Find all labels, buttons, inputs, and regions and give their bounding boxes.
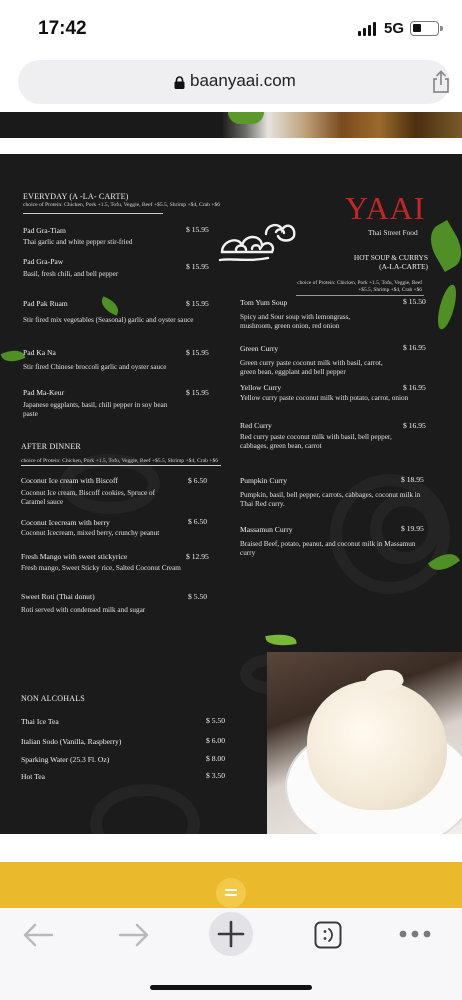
menu-item-price: $ 6.50 <box>188 476 207 485</box>
more-icon[interactable] <box>398 928 432 940</box>
menu-item-desc: Fresh mango, Sweet Sticky rice, Salted Coconut Cream <box>21 564 181 572</box>
menu-item-price: $ 15.50 <box>403 297 426 306</box>
status-time: 17:42 <box>38 18 87 39</box>
menu-item-name: Sweet Roti (Thai donut) <box>21 592 95 601</box>
menu-item-price: $ 16.95 <box>403 421 426 430</box>
menu-item-desc: Yellow curry paste coconut milk with potato, carrot, onion <box>240 394 409 402</box>
tabs-icon[interactable] <box>314 921 342 949</box>
menu-item-desc: Basil, fresh chili, and bell pepper <box>23 270 119 278</box>
menu-item-name: Massamun Curry <box>240 525 293 534</box>
menu-item-name: Fresh Mango with sweet stickyrice <box>21 552 128 561</box>
menu-item-desc: Braised Beef, potato, peanut, and coconut milk in Massamun curry <box>240 540 416 557</box>
everyday-title: EVERYDAY (A -LA- CARTE) <box>23 192 129 201</box>
menu-item-price: $ 6.50 <box>188 517 207 526</box>
menu-item-price: $ 15.95 <box>186 225 209 234</box>
menu-item-price: $ 16.95 <box>403 383 426 392</box>
signal-icon <box>358 22 378 36</box>
status-bar <box>0 0 462 56</box>
new-tab-plus-icon[interactable] <box>208 911 254 957</box>
lock-icon <box>174 76 185 89</box>
soup-title: HOT SOUP & CURRYS (A-LA-CARTE) <box>353 253 428 271</box>
menu-item-price: $ 15.95 <box>186 299 209 308</box>
network-label: 5G <box>384 20 405 37</box>
drink-price: $ 8.00 <box>206 754 225 763</box>
menu-item-name: Pad Ka Na <box>23 348 56 357</box>
menu-item-desc: Spicy and Sour soup with lemongrass, mushroom, green onion, red onion <box>240 313 351 330</box>
menu-item-name: Red Curry <box>240 421 272 430</box>
menu-item-desc: Green curry paste coconut milk with basil, carrot, green bean, eggplant and bell pepper <box>240 359 383 376</box>
drinks-title: NON ALCOHALS <box>21 694 85 703</box>
menu-item-desc: Coconut Icecream, mixed berry, crunchy peanut <box>21 529 160 537</box>
drink-price: $ 3.50 <box>206 771 225 780</box>
everyday-note: choice of Protein: Chicken, Pork +1.5, Tofu, Veggie, Beef +$5.5, Shrimp +$4, Crab +$6 <box>23 202 221 208</box>
menu-item-desc: Thai garlic and white pepper stir-fried <box>23 238 133 246</box>
brand-logo: YAAI <box>345 190 426 226</box>
menu-item-desc: Stir fired Chinese broccoli garlic and oyster sauce <box>23 363 167 371</box>
cloud-ornament-icon <box>218 218 298 266</box>
battery-icon <box>410 21 439 36</box>
forward-arrow-icon[interactable] <box>118 922 150 948</box>
menu-image <box>0 154 462 834</box>
menu-item-name: Coconut Ice cream with Biscoff <box>21 476 118 485</box>
menu-item-name: Pad Gra-Tiam <box>23 226 66 235</box>
menu-item-price: $ 15.95 <box>186 388 209 397</box>
drink-price: $ 5.50 <box>206 716 225 725</box>
menu-item-name: Pumpkin Curry <box>240 476 288 485</box>
menu-item-desc: Stir fired mix vegetables (Seasonal) garlic and oyster sauce <box>23 316 194 324</box>
menu-item-name: Pad Gra-Paw <box>23 257 64 266</box>
menu-item-desc: Pumpkin, basil, bell pepper, carrots, cabbages, coconut milk in Thai Red curry. <box>240 491 421 508</box>
menu-item-price: $ 15.95 <box>186 262 209 271</box>
drink-name: Hot Tea <box>21 772 46 781</box>
back-arrow-icon[interactable] <box>22 922 54 948</box>
after-dinner-note: choice of Protein: Chicken, Pork +1.5, Tofu, Veggie, Beef +$5.5, Shrimp +$4, Crab +$6 <box>21 458 219 464</box>
after-dinner-title: AFTER DINNER <box>21 442 81 451</box>
menu-item-desc: Japanese eggplants, basil, chili pepper in soy bean paste <box>23 401 168 418</box>
menu-item-name: Pad Pak Ruam <box>23 299 68 308</box>
drink-name: Sparking Water (25.3 Fl. Oz) <box>21 755 110 764</box>
home-indicator[interactable] <box>150 985 312 990</box>
menu-item-desc: Roti served with condensed milk and sugar <box>21 606 146 614</box>
ice-cream-photo <box>267 652 462 834</box>
menu-item-desc: Red curry paste coconut milk with basil, bell pepper, cabbages, green bean, carrot <box>240 433 392 450</box>
url-text[interactable]: baanyaai.com <box>190 71 296 90</box>
menu-item-name: Yellow Curry <box>240 383 282 392</box>
menu-toggle-icon[interactable] <box>216 878 246 908</box>
menu-item-price: $ 15.95 <box>186 348 209 357</box>
address-bar[interactable] <box>18 60 450 104</box>
menu-item-desc: Coconut Ice cream, Biscoff cookies, Spruce of Caramel sauce <box>21 489 155 506</box>
soup-note: choice of Protein: Chicken, Pork +1.5, Tofu, Veggie, Beef +$5.5, Shrimp +$4, Crab +$6 <box>297 280 422 293</box>
menu-item-name: Pad Ma-Keur <box>23 388 65 397</box>
menu-item-price: $ 12.95 <box>186 552 209 561</box>
menu-item-name: Green Curry <box>240 344 279 353</box>
menu-item-name: Tom Yum Soup <box>240 298 288 307</box>
menu-item-price: $ 18.95 <box>401 475 424 484</box>
menu-item-name: Coconut Icecream with berry <box>21 518 110 527</box>
drink-name: Thai Ice Tea <box>21 717 59 726</box>
menu-item-price: $ 5.50 <box>188 592 207 601</box>
menu-item-price: $ 16.95 <box>403 343 426 352</box>
brand-subtitle: Thai Street Food <box>368 228 418 237</box>
drink-name: Italian Sodo (Vanilla, Raspberry) <box>21 737 122 746</box>
food-photo-strip <box>0 112 462 138</box>
menu-item-price: $ 19.95 <box>401 524 424 533</box>
drink-price: $ 6.00 <box>206 736 225 745</box>
share-icon[interactable] <box>430 70 452 94</box>
